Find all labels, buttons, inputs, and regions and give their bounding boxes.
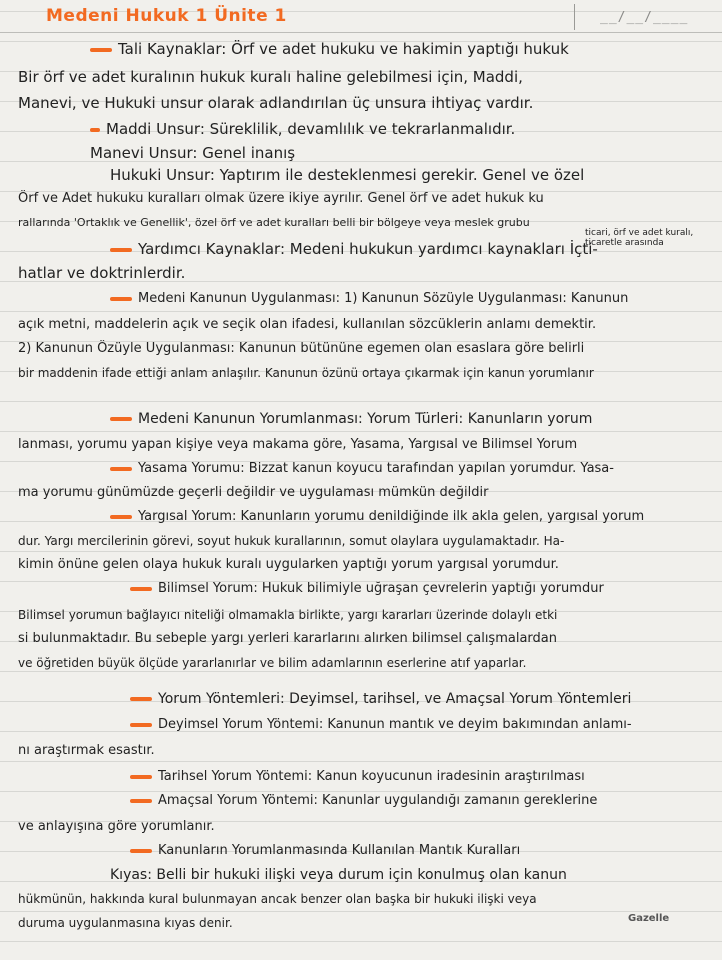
note-text: Manevi Unsur: Genel inanış	[90, 144, 296, 162]
note-line	[110, 166, 722, 184]
note-text: bir maddenin ifade ettiği anlam anlaşılır. Kanunun özünü ortaya çıkarmak için kanun yorumlanır	[18, 366, 594, 380]
note-line	[18, 340, 708, 358]
page-title: Medeni Hukuk 1 Ünite 1	[46, 6, 287, 26]
note-line	[130, 842, 722, 860]
note-line	[110, 508, 722, 526]
note-line	[18, 364, 708, 382]
note-text: Yargısal Yorum: Kanunların yorumu denildiğinde ilk akla gelen, yargısal yorum	[138, 509, 645, 524]
note-line	[90, 144, 722, 162]
note-line	[110, 410, 722, 428]
note-line	[18, 264, 708, 282]
note-line	[18, 556, 708, 574]
note-line	[18, 484, 708, 502]
note-line	[110, 866, 722, 884]
note-text: Kıyas: Belli bir hukuki ilişki veya durum için konulmuş olan kanun	[110, 867, 567, 883]
note-line	[130, 716, 722, 734]
dash-marker	[90, 48, 112, 52]
note-line	[18, 316, 708, 334]
note-line	[130, 768, 722, 786]
note-line	[110, 460, 722, 478]
note-text: Maddi Unsur: Süreklilik, devamlılık ve tekrarlanmalıdır.	[106, 120, 516, 138]
note-line	[18, 606, 708, 624]
note-line	[90, 120, 722, 138]
note-text: Hukuki Unsur: Yaptırım ile desteklenmesi gerekir. Genel ve özel	[110, 166, 585, 184]
note-text: 2) Kanunun Özüyle Uygulanması: Kanunun bütününe egemen olan esaslara göre belirli	[18, 341, 585, 356]
note-text: si bulunmaktadır. Bu sebeple yargı yerleri kararlarını alırken bilimsel çalışmalardan	[18, 631, 557, 646]
note-text: açık metni, maddelerin açık ve seçik olan ifadesi, kullanılan sözcüklerin anlamı demektir.	[18, 317, 597, 332]
note-line	[130, 580, 722, 598]
note-line	[130, 792, 722, 810]
note-text: Yardımcı Kaynaklar: Medeni hukukun yardımcı kaynakları İçti-	[138, 240, 598, 258]
note-line	[18, 890, 708, 908]
dash-marker	[110, 467, 132, 471]
note-line	[18, 654, 708, 672]
dash-marker	[90, 128, 100, 132]
note-line	[18, 914, 708, 932]
dash-marker	[130, 723, 152, 727]
dash-marker	[130, 849, 152, 853]
note-text: Bilimsel yorumun bağlayıcı niteliği olmamakla birlikte, yargı kararları üzerinde dolaylı etki	[18, 608, 558, 622]
note-text: ma yorumu günümüzde geçerli değildir ve uygulaması mümkün değildir	[18, 485, 489, 500]
note-text: Örf ve Adet hukuku kuralları olmak üzere ikiye ayrılır. Genel örf ve adet hukuk ku	[18, 191, 544, 206]
note-text: ve öğretiden büyük ölçüde yararlanırlar ve bilim adamlarının eserlerine atıf yaparlar.	[18, 656, 527, 670]
note-text: Medeni Kanunun Yorumlanması: Yorum Türleri: Kanunların yorum	[138, 411, 593, 427]
note-line	[18, 68, 708, 86]
note-text: Bir örf ve adet kuralının hukuk kuralı haline gelebilmesi için, Maddi,	[18, 68, 523, 86]
page-header	[0, 0, 722, 33]
dash-marker	[130, 697, 152, 701]
note-text: Manevi, ve Hukuki unsur olarak adlandırılan üç unsura ihtiyaç vardır.	[18, 94, 534, 112]
dash-marker	[130, 775, 152, 779]
note-line	[130, 690, 722, 708]
note-text: Deyimsel Yorum Yöntemi: Kanunun mantık ve deyim bakımından anlamı-	[158, 717, 632, 732]
note-text: hükmünün, hakkında kural bulunmayan ancak benzer olan başka bir hukuki ilişki veya	[18, 892, 537, 906]
note-text: Medeni Kanunun Uygulanması: 1) Kanunun Sözüyle Uygulanması: Kanunun	[138, 291, 629, 306]
note-text: Amaçsal Yorum Yöntemi: Kanunlar uygulandığı zamanın gereklerine	[158, 793, 598, 808]
note-line	[18, 532, 708, 550]
note-text: kimin önüne gelen olaya hukuk kuralı uygularken yaptığı yorum yargısal yorumdur.	[18, 557, 559, 572]
note-line	[18, 742, 708, 760]
dash-marker	[130, 799, 152, 803]
note-line	[110, 240, 722, 258]
note-text: Yorum Yöntemleri: Deyimsel, tarihsel, ve Amaçsal Yorum Yöntemleri	[158, 691, 632, 707]
note-text: hatlar ve doktrinlerdir.	[18, 264, 186, 282]
note-text: Tarihsel Yorum Yöntemi: Kanun koyucunun iradesinin araştırılması	[158, 769, 585, 784]
note-line	[90, 40, 722, 58]
note-line	[18, 94, 708, 112]
note-line	[18, 630, 708, 648]
note-text: Tali Kaynaklar: Örf ve adet hukuku ve hakimin yaptığı hukuk	[118, 40, 569, 58]
note-text: ticari, örf ve adet kuralı, ticaretle arasında	[585, 228, 694, 248]
note-text: Yasama Yorumu: Bizzat kanun koyucu tarafından yapılan yorumdur. Yasa-	[138, 461, 614, 476]
dash-marker	[110, 248, 132, 252]
note-line	[18, 818, 708, 836]
note-text: duruma uygulanmasına kıyas denir.	[18, 916, 233, 930]
note-text: nı araştırmak esastır.	[18, 743, 155, 758]
note-text: dur. Yargı mercilerinin görevi, soyut hukuk kurallarının, somut olaylara uygulamaktadır. Ha-	[18, 534, 565, 548]
dash-marker	[130, 587, 152, 591]
note-line	[18, 436, 708, 454]
note-text: Kanunların Yorumlanmasında Kullanılan Mantık Kuralları	[158, 843, 521, 858]
note-text: Bilimsel Yorum: Hukuk bilimiyle uğraşan çevrelerin yaptığı yorumdur	[158, 581, 604, 596]
note-line	[18, 190, 708, 208]
notebook-brand: Gazelle	[628, 913, 670, 924]
dash-marker	[110, 417, 132, 421]
note-text: lanması, yorumu yapan kişiye veya makama göre, Yasama, Yargısal ve Bilimsel Yorum	[18, 437, 578, 452]
note-text: ve anlayışına göre yorumlanır.	[18, 819, 215, 834]
dash-marker	[110, 297, 132, 301]
dash-marker	[110, 515, 132, 519]
note-line	[110, 290, 722, 308]
date-placeholder: __/__/____	[600, 10, 689, 25]
note-text: rallarında 'Ortaklık ve Genellik', özel örf ve adet kuralları belli bir bölgeye veya meslek grubu	[18, 216, 530, 229]
